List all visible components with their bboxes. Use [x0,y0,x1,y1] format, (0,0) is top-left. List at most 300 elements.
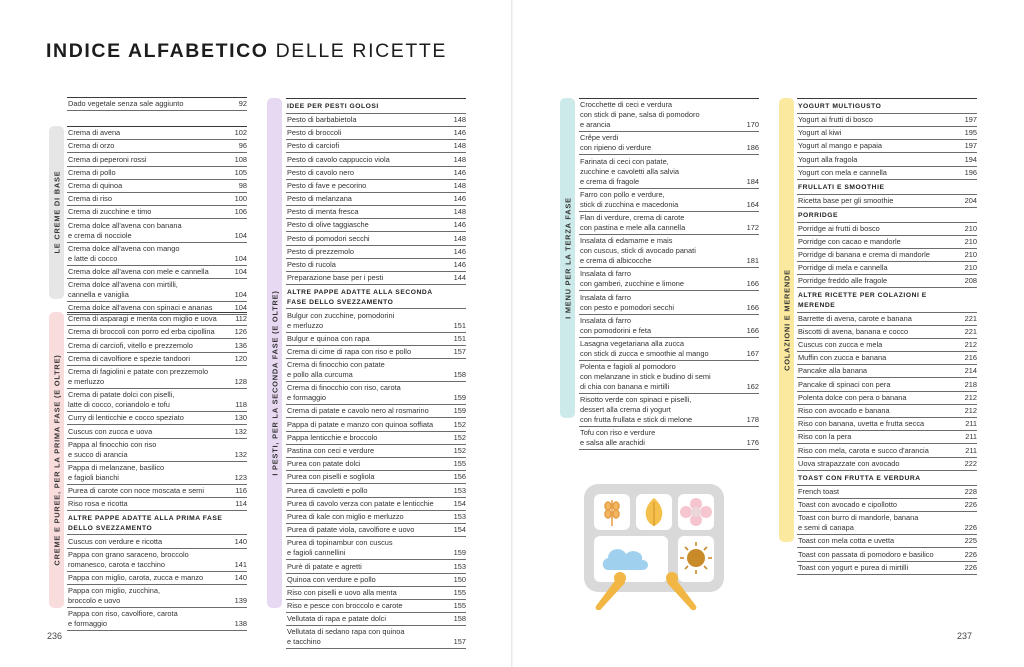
page-number: 216 [964,353,977,363]
recipe-name-line: Purea di patate viola, cavolfiore e uovo [287,525,415,535]
index-entry [579,155,759,188]
index-subheading: PORRIDGE [797,208,977,223]
book-spine [511,0,513,667]
recipe-name-line: Yogurt con mela e cannella [798,167,887,177]
recipe-name-line: Crema di fagiolini e patate con prezzemolo [68,366,209,376]
page-number: 158 [453,370,466,380]
recipe-name-line: Pancake di spinaci con pera [798,379,891,389]
index-entry [797,562,977,575]
index-entry [286,232,466,245]
index-entry [286,193,466,206]
recipe-name-line: Purea di carote con noce moscata e semi [68,486,204,496]
index-entry [286,346,466,359]
index-entry [67,140,247,153]
index-entry [286,382,466,405]
index-entry [797,352,977,365]
page-number: 151 [453,333,466,343]
page-number: 148 [453,180,466,190]
index-entry [579,99,759,132]
page-number: 146 [453,128,466,138]
recipe-name-line: Porridge con cacao e mandorle [798,236,901,246]
recipe-name-line: Pappa di melanzane, basilico [68,462,165,472]
index-column-1a [67,97,247,111]
page-number: 100 [234,194,247,204]
page-number: 184 [746,176,759,186]
recipe-name-line: Crema di orzo [68,141,115,151]
recipe-name-line: Pappa di patate e manzo con quinoa soffiata [287,419,434,429]
recipe-name-line: Crema di finocchio con riso, carota [287,383,401,393]
index-entry [67,180,247,193]
recipe-name-line: Crema di cavolfiore e spezie tandoori [68,353,191,363]
recipe-name-line: Flan di verdure, crema di carote [580,212,685,222]
recipe-name-line: Polenta e fagioli al pomodoro [580,362,676,372]
recipe-name-line: con frutta frullata e stick di melone [580,415,693,425]
recipe-name-line: Toast con avocado e cipollotto [798,499,898,509]
index-entry [286,458,466,471]
recipe-name-line: stick di zucchina e macedonia [580,199,679,209]
page-number: 148 [453,141,466,151]
recipe-name-line: con stick di zucca e smoothie al mango [580,348,709,358]
index-entry [286,359,466,382]
index-entry [67,326,247,339]
page-number: 166 [746,325,759,335]
page-number: 98 [238,180,247,190]
page-number: 104 [234,290,247,300]
page-number: 218 [964,379,977,389]
index-entry [286,219,466,232]
index-entry [67,167,247,180]
page-number: 226 [964,549,977,559]
recipe-name-line: Bulgur con zucchine, pomodorini [287,310,395,320]
index-entry [797,405,977,418]
page-number: 181 [746,256,759,266]
page-number: 172 [746,222,759,232]
page-title-bold: INDICE ALFABETICO [46,40,269,62]
page-number: 155 [453,459,466,469]
recipe-name-line: e merluzzo [287,320,324,330]
recipe-name-line: Toast con burro di mandorle, banana [798,513,919,523]
index-entry [286,511,466,524]
page-number: 136 [234,340,247,350]
page-number: 212 [964,340,977,350]
index-entry [67,412,247,425]
recipe-name-line: Crema di avena [68,128,121,138]
index-entry [286,418,466,431]
page-number: 167 [746,348,759,358]
recipe-name-line: Riso con avocado e banana [798,406,890,416]
page-number: 194 [964,154,977,164]
recipe-name-line: Quinoa con verdure e pollo [287,574,376,584]
index-entry [286,626,466,649]
index-column-4 [797,98,977,575]
index-entry [67,98,247,111]
page-number: 157 [453,346,466,356]
index-entry [286,484,466,497]
section-label-colazioni: COLAZIONI E MERENDE [782,269,792,371]
recipe-name-line: Crema di finocchio con patate [287,360,385,370]
recipe-name-line: Pappa con riso, cavolfiore, carota [68,609,178,619]
index-entry [286,114,466,127]
recipe-name-line: Pastina con ceci e verdure [287,446,375,456]
page-number: 225 [964,536,977,546]
index-subheading: TOAST CON FRUTTA E VERDURA [797,471,977,486]
recipe-name-line: romanesco, carota e tacchino [68,559,165,569]
index-entry [67,535,247,548]
recipe-name-line: e semi di canapa [798,523,854,533]
recipe-name-line: Pappa con miglio, carota, zucca e manzo [68,572,204,582]
recipe-name-line: Pesto di cavolo cappuccio viola [287,154,390,164]
page-number: 141 [234,559,247,569]
page-number: 140 [234,572,247,582]
index-entry [579,189,759,212]
recipe-name-line: Pancake alla banana [798,366,868,376]
page-number: 158 [453,614,466,624]
index-entry [797,392,977,405]
index-entry [286,272,466,285]
recipe-name-line: Pesto di fave e pecorino [287,180,367,190]
recipe-name-line: Yogurt ai frutti di bosco [798,114,873,124]
index-entry [67,608,247,631]
index-entry [67,339,247,352]
index-entry [797,223,977,236]
recipe-name-line: e fagioli bianchi [68,472,119,482]
page-number: 104 [234,303,247,313]
index-entry [797,140,977,153]
recipe-name-line: Pesto di carciofi [287,141,340,151]
folio-left: 236 [47,631,63,641]
index-entry [67,585,247,608]
recipe-name-line: cannella e vaniglia [68,290,129,300]
recipe-name-line: Pesto di prezzemolo [287,246,354,256]
folio-right: 237 [957,631,973,641]
page-number: 159 [453,393,466,403]
index-entry [286,246,466,259]
page-number: 146 [453,194,466,204]
page-number: 146 [453,260,466,270]
page-number: 139 [234,596,247,606]
index-entry [579,338,759,361]
page-number: 118 [235,400,247,410]
index-entry [67,462,247,485]
index-entry [797,444,977,457]
page-number: 152 [453,432,466,442]
index-entry [579,291,759,314]
recipe-name-line: di chia con banana e mirtilli [580,382,670,392]
recipe-name-line: e crema di fragole [580,176,640,186]
recipe-name-line: Crema di asparagi e menta con miglio e uova [68,314,217,324]
index-entry [797,431,977,444]
index-column-2 [286,98,466,649]
recipe-name-line: Dado vegetale senza sale aggiunto [68,99,184,109]
page-number: 212 [964,406,977,416]
recipe-name-line: Porridge ai frutti di bosco [798,223,880,233]
recipe-name-line: con gamberi, zucchine e limone [580,279,684,289]
recipe-name-line: Purea di kale con miglio e merluzzo [287,511,404,521]
page-number: 144 [453,273,466,283]
page-number: 92 [238,99,247,109]
recipe-name-line: con ripieno di verdure [580,143,652,153]
page-number: 211 [965,432,977,442]
index-entry [579,361,759,394]
index-column-1c [67,312,247,631]
recipe-name-line: Crema di patate dolci con piselli, [68,390,175,400]
page-number: 159 [453,406,466,416]
page-number: 166 [746,302,759,312]
recipe-name-line: Pesto di broccoli [287,128,342,138]
recipe-name-line: Pappa al finocchio con riso [68,439,157,449]
lunch-tray-illustration [580,478,728,612]
section-label-pesti: I PESTI, PER LA SECONDA FASE (E OLTRE) [270,290,280,476]
index-entry [797,548,977,561]
index-entry [797,486,977,499]
recipe-name-line: e latte di cocco [68,253,118,263]
page-number: 152 [453,446,466,456]
recipe-name-line: Crema di broccoli con porro ed erba cipollina [68,327,215,337]
recipe-name-line: broccolo e uovo [68,596,121,606]
index-entry [579,212,759,235]
page-number: 112 [235,314,247,324]
recipe-name-line: Cuscus con zucca e uova [68,426,153,436]
index-entry [67,127,247,140]
page-number: 164 [746,199,759,209]
page-title-regular: DELLE RICETTE [275,40,448,62]
recipe-name-line: Pappa con miglio, zucchina, [68,586,161,596]
index-entry [797,326,977,339]
index-entry [67,266,247,279]
recipe-name-line: Porridge freddo alle fragole [798,276,888,286]
index-entry [286,600,466,613]
index-entry [67,219,247,242]
page-number: 162 [746,382,759,392]
recipe-name-line: Riso con la pera [798,432,852,442]
recipe-name-line: Riso rosa e ricotta [68,499,128,509]
index-entry [286,524,466,537]
page-number: 211 [965,445,977,455]
recipe-name-line: con pomodorini e feta [580,325,652,335]
page-number: 176 [746,438,759,448]
page-number: 178 [746,415,759,425]
recipe-name-line: Crema di quinoa [68,180,123,190]
recipe-name-line: Purea di cavoletti e pollo [287,485,368,495]
index-entry [286,206,466,219]
section-label-menu: I MENU PER LA TERZA FASE [563,197,573,319]
page-number: 146 [453,167,466,177]
page-number: 197 [964,114,977,124]
recipe-name-line: Insalata di edamame e mais [580,236,673,246]
index-entry [67,206,247,219]
page-number: 196 [964,167,977,177]
recipe-name-line: Riso e pesce con broccolo e carote [287,601,403,611]
recipe-name-line: French toast [798,486,840,496]
recipe-name-line: Crema di peperoni rossi [68,154,147,164]
recipe-name-line: Insalata di farro [580,269,631,279]
recipe-name-line: Muffin con zucca e banana [798,353,887,363]
index-entry [286,180,466,193]
index-entry [286,127,466,140]
section-label-creme-puree: CREME E PUREE, PER LA PRIMA FASE (E OLTRE) [52,354,62,566]
index-entry [67,549,247,572]
recipe-name-line: Crêpe verdi [580,133,619,143]
page-number: 106 [234,207,247,217]
index-entry [797,339,977,352]
recipe-name-line: Purè di patate e agretti [287,561,362,571]
page-number: 128 [234,376,247,386]
page-number: 226 [964,562,977,572]
page-number: 211 [965,419,977,429]
page-number: 226 [964,523,977,533]
index-entry [67,243,247,266]
index-entry [67,439,247,462]
page-number: 214 [964,366,977,376]
recipe-name-line: Preparazione base per i pesti [287,273,384,283]
page-number: 159 [453,548,466,558]
index-subheading: ALTRE PAPPE ADATTE ALLA PRIMA FASE DELLO SVEZZAMENTO [67,511,247,535]
index-entry [286,140,466,153]
index-entry [797,249,977,262]
index-entry [579,235,759,268]
index-entry [286,432,466,445]
recipe-name-line: Barrette di avena, carote e banana [798,313,912,323]
recipe-name-line: Tofu con riso e verdure [580,428,656,438]
index-entry [579,315,759,338]
index-entry [67,572,247,585]
recipe-name-line: Porridge di mela e cannella [798,263,888,273]
index-entry [286,613,466,626]
page-number: 104 [234,253,247,263]
index-entry [797,127,977,140]
page-number: 123 [234,472,247,482]
recipe-name-line: Pesto di olive taggiasche [287,220,369,230]
page-number: 154 [453,525,466,535]
index-entry [67,498,247,511]
recipe-name-line: Purea di cavolo verza con patate e lenticchie [287,498,434,508]
recipe-name-line: e succo di arancia [68,449,128,459]
index-entry [67,366,247,389]
recipe-name-line: Insalata di farro [580,315,631,325]
page-number: 146 [453,220,466,230]
page-number: 210 [964,263,977,273]
page-number: 146 [453,246,466,256]
recipe-name-line: Ricetta base per gli smoothie [798,195,894,205]
recipe-name-line: e crema di nocciole [68,230,132,240]
recipe-name-line: Purea di topinambur con cuscus [287,538,393,548]
recipe-name-line: Toast con mela cotta e uvetta [798,536,895,546]
recipe-name-line: e fagioli cannellini [287,548,346,558]
recipe-name-line: Riso con banana, uvetta e frutta secca [798,419,925,429]
page-number: 221 [964,313,977,323]
recipe-name-line: Pappa lenticchie e broccolo [287,432,378,442]
index-entry [797,458,977,471]
index-entry [286,498,466,511]
page-number: 228 [964,486,977,496]
page-number: 204 [964,195,977,205]
index-entry [286,153,466,166]
recipe-name-line: e formaggio [68,619,108,629]
index-entry [286,445,466,458]
recipe-name-line: Yogurt alla fragola [798,154,858,164]
recipe-name-line: e pollo alla curcuma [287,370,353,380]
index-entry [579,394,759,427]
recipe-name-line: Pesto di melanzana [287,194,352,204]
recipe-name-line: Vellutata di sedano rapa con quinoa [287,627,405,637]
page-number: 114 [235,499,247,509]
page-number: 195 [964,128,977,138]
index-entry [797,313,977,326]
recipe-name-line: Crema di cime di rapa con riso e pollo [287,346,412,356]
page-number: 197 [964,141,977,151]
index-entry [797,418,977,431]
recipe-name-line: e formaggio [287,393,327,403]
page-number: 208 [964,276,977,286]
recipe-name-line: Vellutata di rapa e patate dolci [287,614,387,624]
index-entry [67,485,247,498]
index-entry [67,153,247,166]
index-entry [286,574,466,587]
recipe-name-line: Cuscus con zucca e mela [798,340,883,350]
page-number: 186 [746,143,759,153]
page-number: 210 [964,250,977,260]
section-label-creme-base: LE CREME DI BASE [52,170,62,254]
recipe-name-line: Lasagna vegetariana alla zucca [580,338,684,348]
recipe-name-line: Crema di zucchine e timo [68,207,152,217]
page-number: 153 [453,511,466,521]
recipe-name-line: Biscotti di avena, banana e cocco [798,326,909,336]
index-subheading: ALTRE PAPPE ADATTE ALLA SECONDA FASE DELLO SVEZZAMENTO [286,285,466,309]
index-entry [286,471,466,484]
page-number: 226 [964,499,977,509]
index-entry [579,427,759,450]
page-number: 108 [234,154,247,164]
page-number: 132 [234,426,247,436]
index-entry [67,279,247,302]
recipe-name-line: Crema di patate e cavolo nero al rosmarino [287,406,429,416]
page-number: 116 [235,486,247,496]
recipe-name-line: Farinata di ceci con patate, [580,156,669,166]
index-entry [797,365,977,378]
page-number: 155 [453,601,466,611]
page-number: 210 [964,236,977,246]
index-entry [797,195,977,208]
page-number: 212 [964,392,977,402]
recipe-name-line: e crema di albicocche [580,256,652,266]
page-number: 104 [234,266,247,276]
index-entry [797,512,977,535]
page-number: 104 [234,230,247,240]
index-entry [286,259,466,272]
recipe-name-line: Purea con piselli e sogliola [287,472,375,482]
page-number: 140 [234,536,247,546]
index-entry [797,275,977,288]
recipe-name-line: Crema di pollo [68,167,116,177]
recipe-name-line: con melanzane in stick e budino di semi [580,372,711,382]
page-title [46,40,447,63]
index-subheading: YOGURT MULTIGUSTO [797,99,977,114]
index-entry [286,587,466,600]
recipe-name-line: Pesto di rucola [287,260,336,270]
recipe-name-line: Pesto di barbabietola [287,114,357,124]
recipe-name-line: Crema dolce all'avena con mango [68,243,180,253]
recipe-name-line: Crema dolce all'avena con mele e cannella [68,266,209,276]
page-number: 155 [453,587,466,597]
index-entry [797,535,977,548]
recipe-name-line: con cuscus, stick di avocado panati [580,246,696,256]
index-entry [67,425,247,438]
index-entry [67,313,247,326]
page-number: 153 [453,485,466,495]
recipe-name-line: Toast con passata di pomodoro e basilico [798,549,934,559]
recipe-name-line: Cuscus con verdure e ricotta [68,536,163,546]
index-column-1b [67,126,247,315]
